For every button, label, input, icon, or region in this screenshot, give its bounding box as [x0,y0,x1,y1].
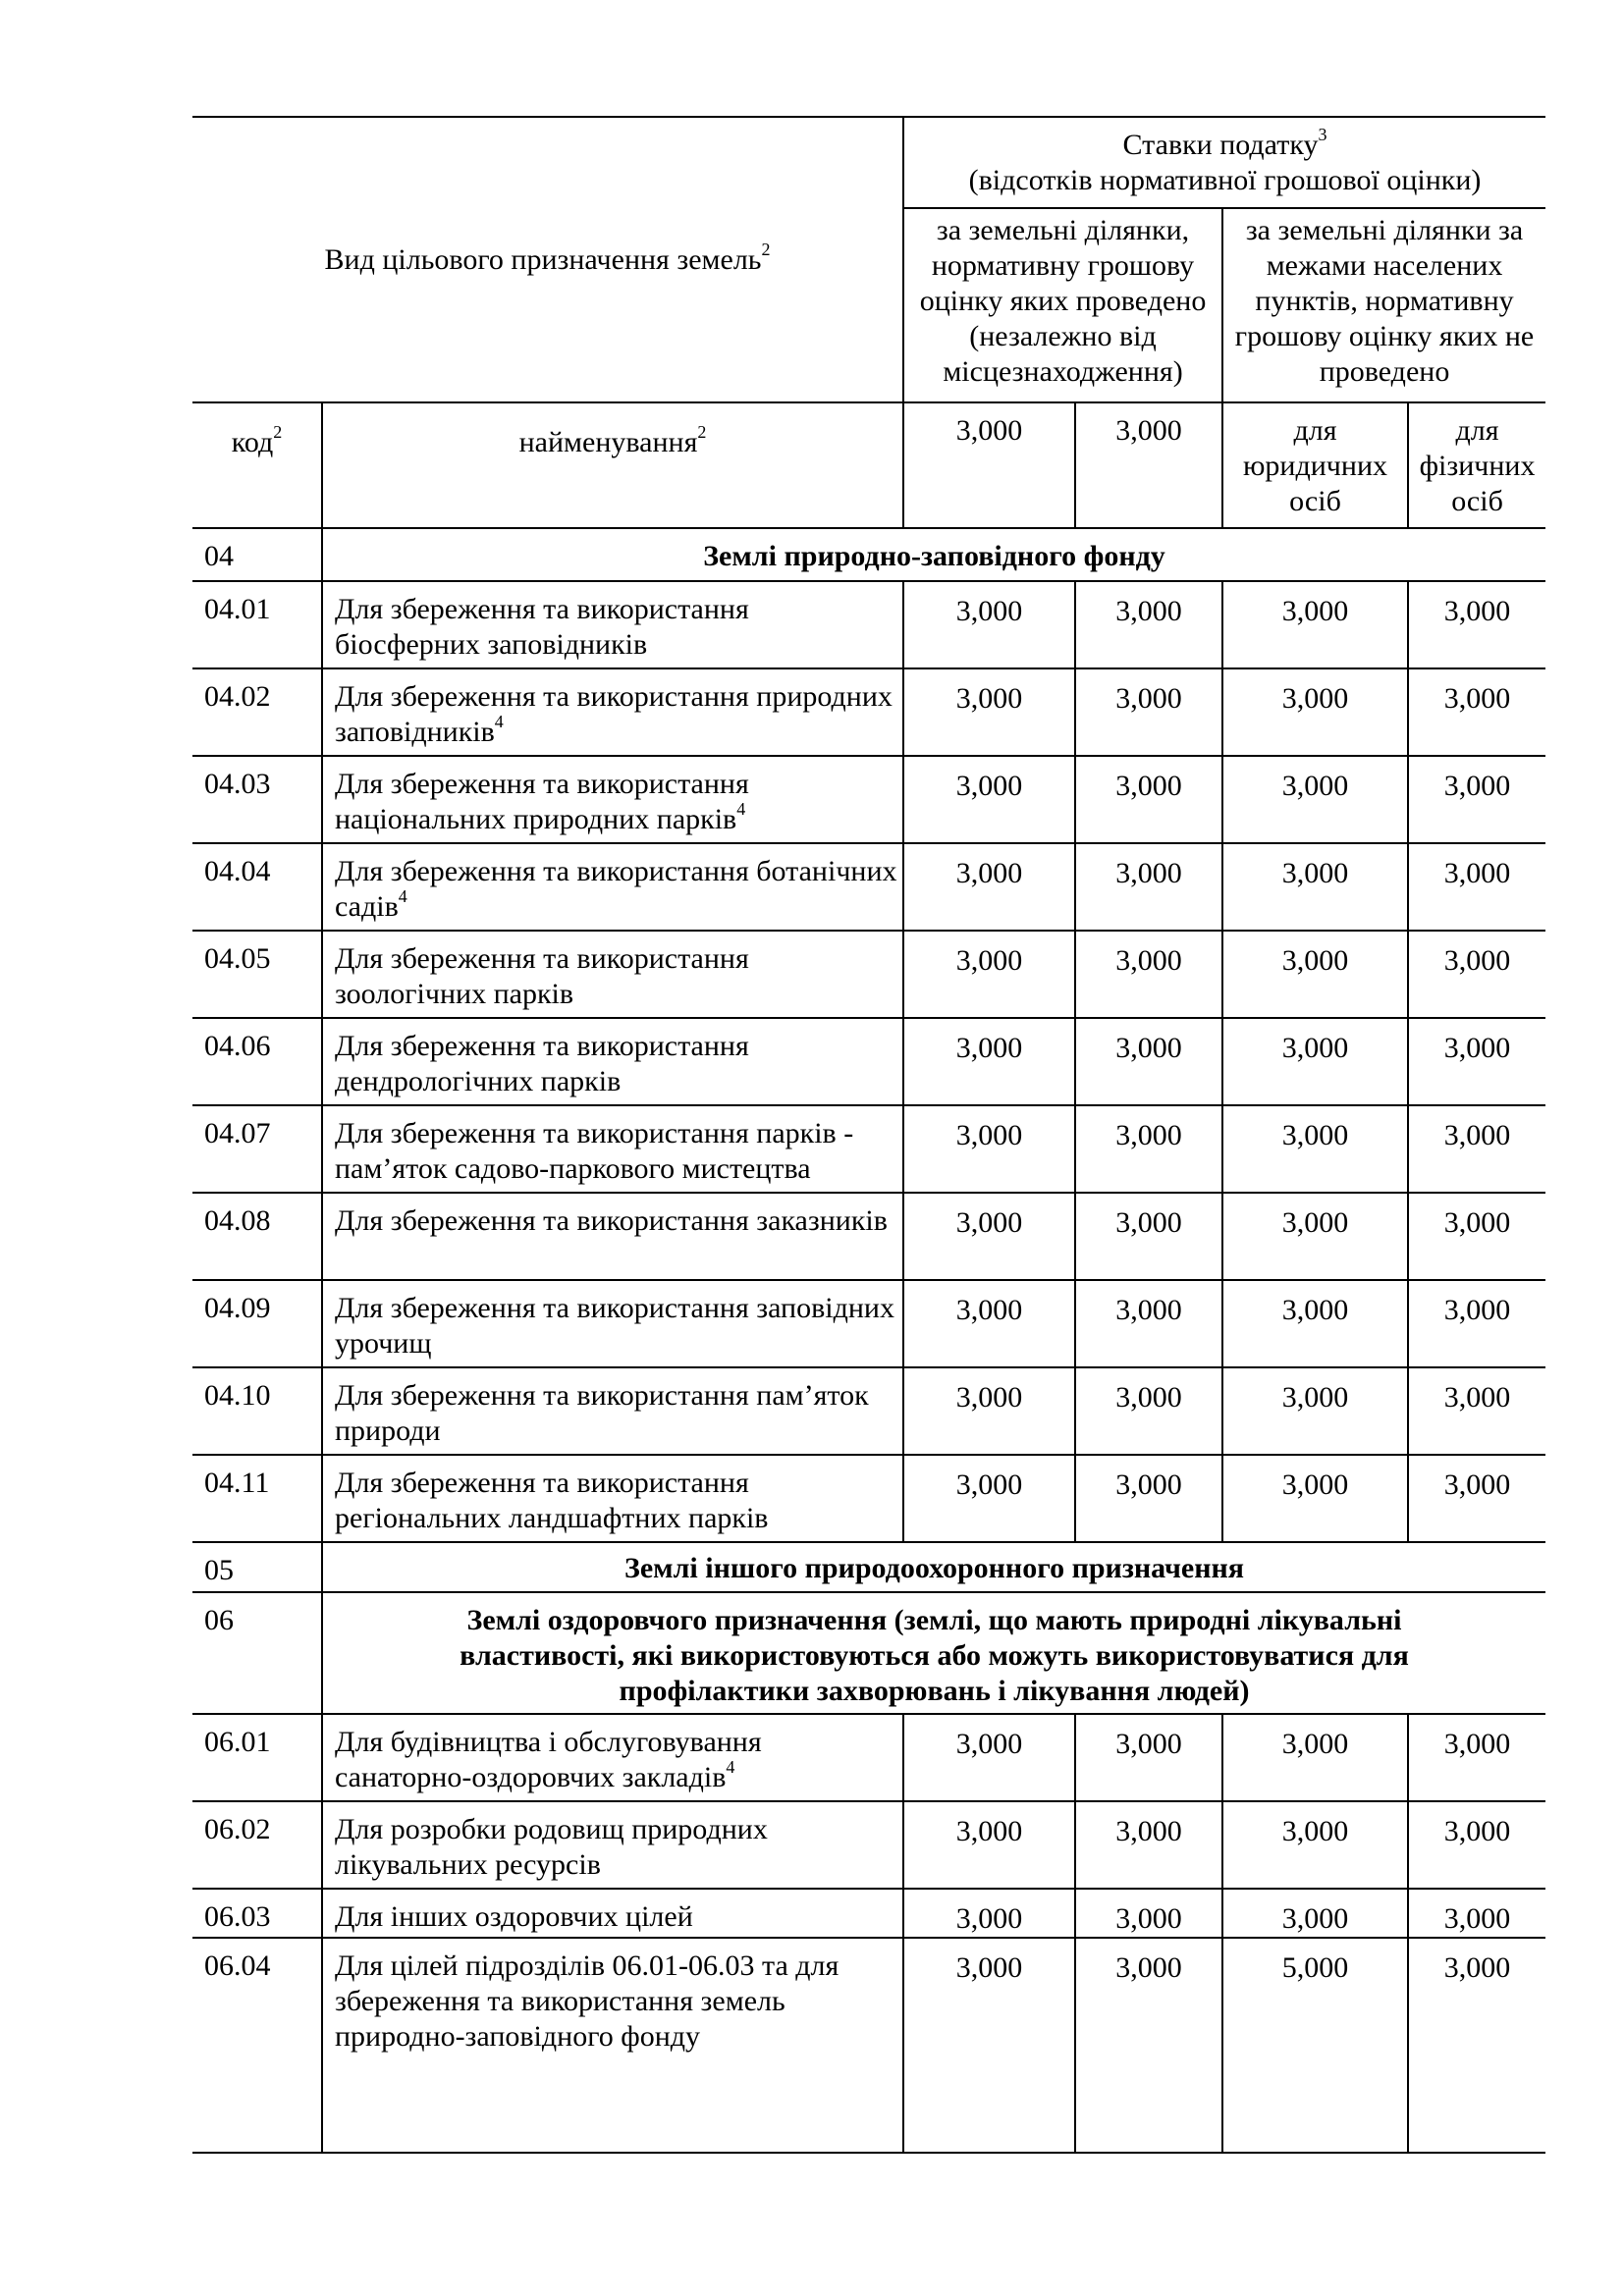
row-code: 04.08 [192,1193,322,1280]
rate-valued-1: 3,000 [903,1801,1075,1889]
name-header: найменування$^2$ [322,402,903,528]
row-name: Для збереження та використання дендрологічних парків [322,1018,903,1105]
table-row [192,1367,1545,1455]
unvalued-land-header: за земельні ділянки за межами населених пунктів, нормативну грошову оцінку яких не проведено [1222,208,1545,402]
rate-legal: 3,000 [1222,931,1408,1018]
row-name: Для збереження та використання регіональних ландшафтних парків [322,1455,903,1542]
row-code: 04.10 [192,1367,322,1455]
row-name: Для збереження та використання заказників [322,1193,903,1280]
rate-valued-2: 3,000 [1075,668,1222,756]
rate-legal: 3,000 [1222,1367,1408,1455]
rate-individual: 3,000 [1408,1018,1545,1105]
table-row [192,1280,1545,1367]
rate-valued-2: 3,000 [1075,931,1222,1018]
rate-valued-2: 3,000 [1075,1280,1222,1367]
rate-individual: 3,000 [1408,1367,1545,1455]
code-header: код$^2$ [192,402,322,528]
row-code: 04.11 [192,1455,322,1542]
row-code: 04.09 [192,1280,322,1367]
rate-valued-1: 3,000 [903,1714,1075,1801]
rate-valued-2: 3,000 [1075,1938,1222,2153]
rate-individual: 3,000 [1408,1714,1545,1801]
rate-individual: 3,000 [1408,931,1545,1018]
table-row [192,1018,1545,1105]
individuals-header: для фізичних осіб [1408,402,1545,528]
rate-valued-1: 3,000 [903,1367,1075,1455]
rate-valued-1: 3,000 [903,756,1075,843]
rate-legal: 3,000 [1222,1801,1408,1889]
section-code: 06 [192,1592,322,1714]
row-code: 04.03 [192,756,322,843]
rate-valued-1: 3,000 [903,581,1075,668]
rate-valued-1: 3,000 [903,1280,1075,1367]
rate-legal: 3,000 [1222,668,1408,756]
rate-valued-2: 3,000 [1075,843,1222,931]
row-name: Для цілей підрозділів 06.01-06.03 та для збереження та використання земель природно-заповідного фонду [322,1938,903,2153]
header-row-3 [192,402,1545,528]
rate-valued-1: 3,000 [903,1889,1075,1938]
table-row [192,668,1545,756]
row-code: 04.04 [192,843,322,931]
table-row [192,581,1545,668]
row-name: Для розробки родовищ природних лікувальних ресурсів [322,1801,903,1889]
rate-valued-2: 3,000 [1075,1018,1222,1105]
rate-legal: 3,000 [1222,1455,1408,1542]
table-row [192,1801,1545,1889]
rate-legal: 3,000 [1222,1714,1408,1801]
rate-legal: 3,000 [1222,581,1408,668]
row-name: Для збереження та використання заповідних урочищ [322,1280,903,1367]
rate-valued-2: 3,000 [1075,1455,1222,1542]
table-row [192,1193,1545,1280]
section-title: Землі природно-заповідного фонду [322,528,1545,581]
rate-valued-1: 3,000 [903,1105,1075,1193]
rate-valued-1: 3,000 [903,1938,1075,2153]
purpose-header: Вид цільового призначення земель$^2$ [192,117,903,402]
rate-valued-1: 3,000 [903,1455,1075,1542]
rate-individual: 3,000 [1408,1105,1545,1193]
tax-rates-table [192,116,1545,2154]
section-title: Землі іншого природоохоронного призначення [322,1542,1545,1592]
rate-individual: 3,000 [1408,1938,1545,2153]
rate-valued-2: 3,000 [1075,581,1222,668]
section-code: 04 [192,528,322,581]
table-row [192,1938,1545,2153]
valued-subheader-2: 3,000 [1075,402,1222,528]
row-name: Для збереження та використання природних заповідників$^4$ [322,668,903,756]
rate-valued-1: 3,000 [903,668,1075,756]
rate-valued-1: 3,000 [903,1018,1075,1105]
row-name: Для збереження та використання ботанічних садів$^4$ [322,843,903,931]
rate-individual: 3,000 [1408,1455,1545,1542]
rate-valued-2: 3,000 [1075,1193,1222,1280]
table-row [192,931,1545,1018]
row-name: Для збереження та використання зоологічних парків [322,931,903,1018]
row-code: 04.01 [192,581,322,668]
rate-legal: 3,000 [1222,1105,1408,1193]
table-row [192,1105,1545,1193]
table-row [192,1889,1545,1938]
section-row-06 [192,1592,1545,1714]
table-row [192,1714,1545,1801]
rates-header: Ставки податку$^3$ (відсотків нормативної грошової оцінки) [903,117,1545,208]
rate-valued-2: 3,000 [1075,756,1222,843]
rate-individual: 3,000 [1408,1280,1545,1367]
rate-valued-1: 3,000 [903,843,1075,931]
rate-legal: 3,000 [1222,1193,1408,1280]
valued-land-header: за земельні ділянки, нормативну грошову оцінку яких проведено (незалежно від місцезнаходження) [903,208,1222,402]
rate-legal: 3,000 [1222,843,1408,931]
rate-individual: 3,000 [1408,1889,1545,1938]
row-code: 06.03 [192,1889,322,1938]
row-code: 06.02 [192,1801,322,1889]
row-code: 04.07 [192,1105,322,1193]
row-code: 04.05 [192,931,322,1018]
table-row [192,1455,1545,1542]
row-code: 04.06 [192,1018,322,1105]
legal-entities-header: для юридичних осіб [1222,402,1408,528]
row-name: Для інших оздоровчих цілей [322,1889,903,1938]
rate-valued-2: 3,000 [1075,1801,1222,1889]
row-code: 06.01 [192,1714,322,1801]
valued-subheader-1: 3,000 [903,402,1075,528]
rate-valued-2: 3,000 [1075,1889,1222,1938]
row-name: Для збереження та використання біосферних заповідників [322,581,903,668]
row-name: Для збереження та використання парків - пам’яток садово-паркового мистецтва [322,1105,903,1193]
header-row-1 [192,117,1545,208]
rate-legal: 3,000 [1222,1280,1408,1367]
rate-individual: 3,000 [1408,1801,1545,1889]
rate-legal: 5,000 [1222,1938,1408,2153]
table-row [192,756,1545,843]
row-code: 04.02 [192,668,322,756]
rate-valued-2: 3,000 [1075,1714,1222,1801]
row-name: Для збереження та використання національних природних парків$^4$ [322,756,903,843]
section-row-04 [192,528,1545,581]
rate-individual: 3,000 [1408,668,1545,756]
rate-individual: 3,000 [1408,581,1545,668]
rate-valued-1: 3,000 [903,931,1075,1018]
rate-individual: 3,000 [1408,1193,1545,1280]
rate-individual: 3,000 [1408,756,1545,843]
rate-individual: 3,000 [1408,843,1545,931]
rate-legal: 3,000 [1222,1018,1408,1105]
rate-valued-2: 3,000 [1075,1105,1222,1193]
row-name: Для будівництва і обслуговування санаторно-оздоровчих закладів$^4$ [322,1714,903,1801]
rate-valued-2: 3,000 [1075,1367,1222,1455]
table-row [192,843,1545,931]
rate-legal: 3,000 [1222,756,1408,843]
row-name: Для збереження та використання пам’яток природи [322,1367,903,1455]
section-row-05 [192,1542,1545,1592]
rate-valued-1: 3,000 [903,1193,1075,1280]
section-title: Землі оздоровчого призначення (землі, що мають природні лікувальні властивості, які використовуються або можуть використовуватися для профілактики захворювань і лікування людей) [322,1592,1545,1714]
row-code: 06.04 [192,1938,322,2153]
rate-legal: 3,000 [1222,1889,1408,1938]
section-code: 05 [192,1542,322,1592]
